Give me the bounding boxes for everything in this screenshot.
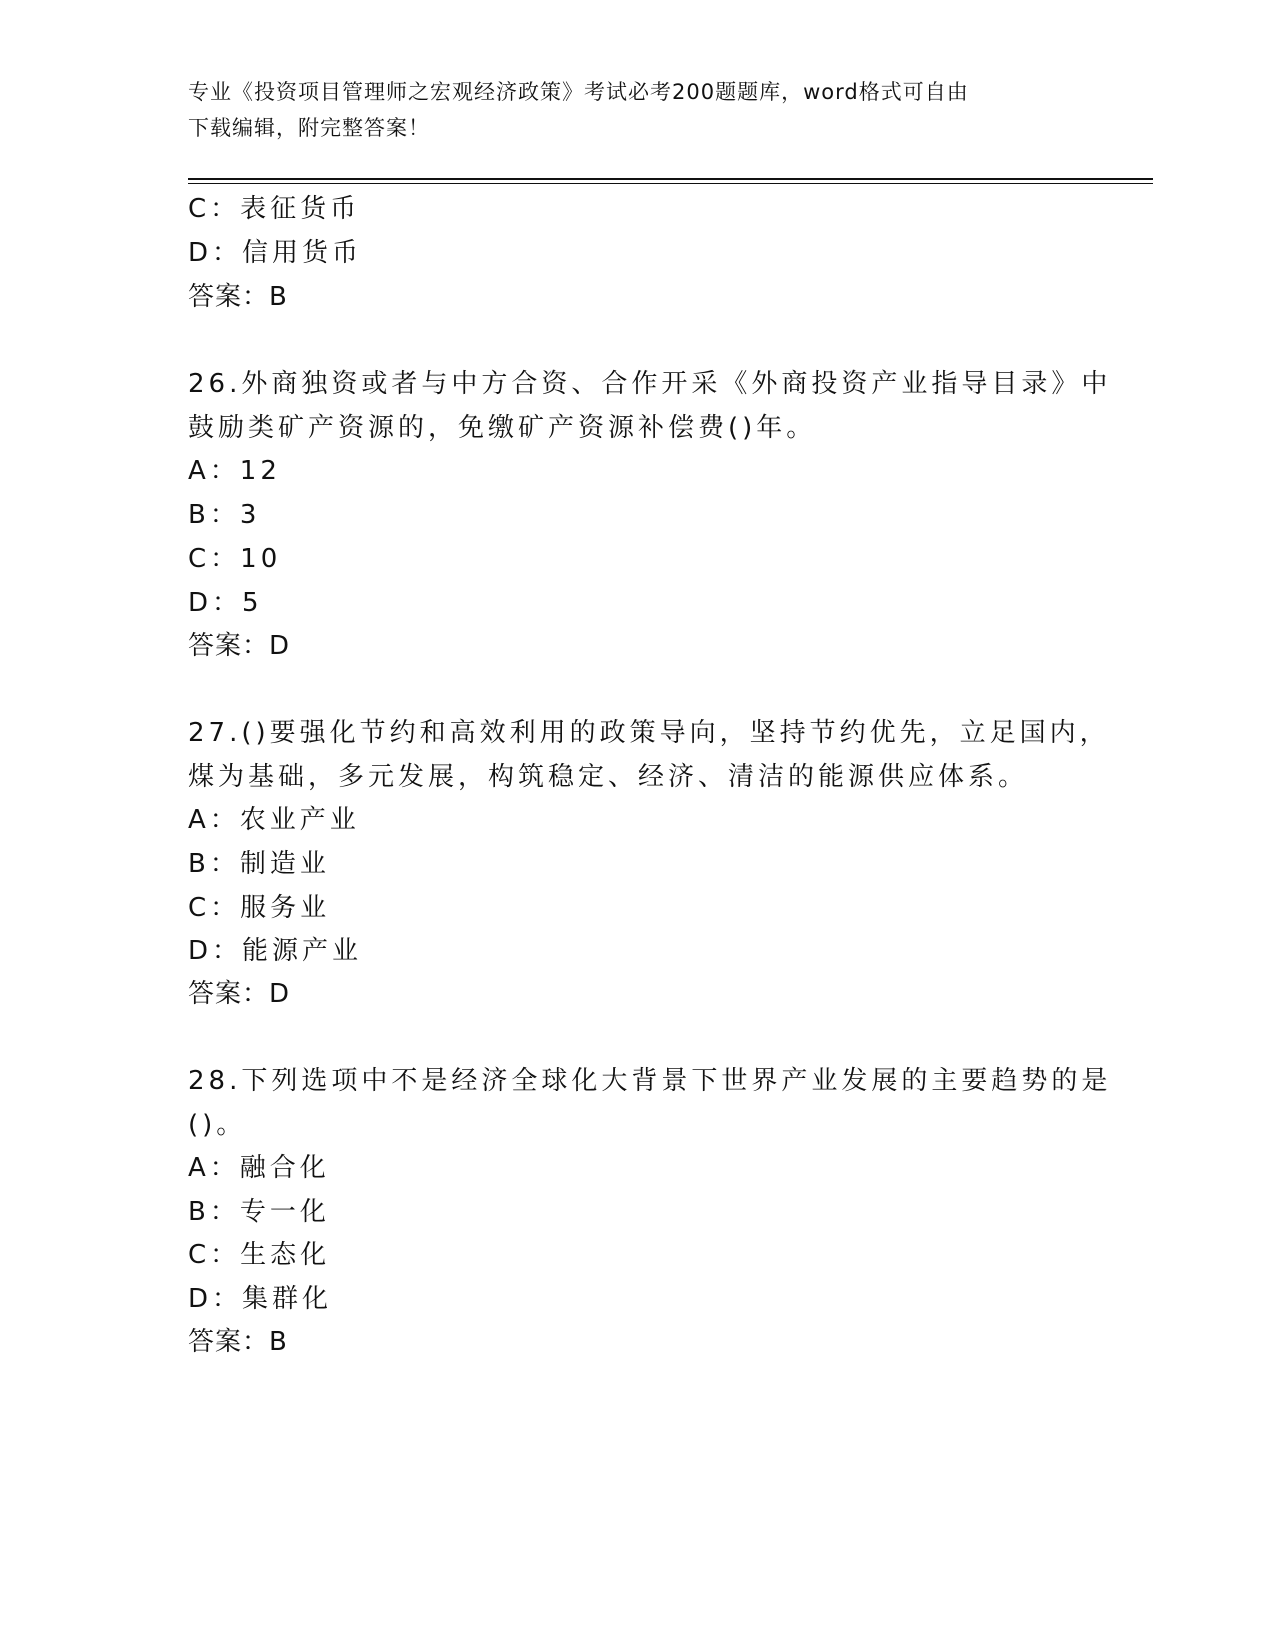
answer-line: 答案：B	[188, 1327, 288, 1357]
question-stem-line-1: 28.下列选项中不是经济全球化大背景下世界产业发展的主要趋势的是	[188, 1066, 1112, 1096]
option-key: A：	[188, 805, 240, 835]
option-text: 制造业	[239, 849, 330, 879]
option-key: B：	[188, 500, 240, 530]
header-line-2: 下载编辑，附完整答案！	[188, 116, 430, 140]
option-text: 信用货币	[242, 238, 363, 268]
option-text: 农业产业	[239, 805, 360, 835]
option-c	[188, 543, 281, 575]
document-header	[188, 74, 1088, 146]
option-text: 能源产业	[242, 936, 363, 966]
question-stem-line-2: 鼓励类矿产资源的，免缴矿产资源补偿费()年。	[188, 413, 817, 443]
option-c	[188, 892, 330, 924]
option-key: D：	[188, 1284, 243, 1314]
option-a	[188, 455, 281, 487]
option-key: D：	[188, 588, 243, 618]
option-text: 融合化	[239, 1153, 330, 1183]
header-line-1: 专业《投资项目管理师之宏观经济政策》考试必考200题题库，word格式可自由	[188, 80, 969, 104]
option-text: 集群化	[242, 1284, 333, 1314]
option-text: 12	[239, 456, 281, 486]
option-key: A：	[188, 1153, 240, 1183]
option-b	[188, 848, 330, 880]
option-key: B：	[188, 1197, 240, 1227]
answer-line: 答案：D	[188, 631, 291, 661]
question-stem-line-1: 26.外商独资或者与中方合资、合作开采《外商投资产业指导目录》中	[188, 369, 1112, 399]
option-key: A：	[188, 456, 240, 486]
question-stem-line-2: ()。	[188, 1110, 247, 1140]
option-text: 服务业	[240, 893, 331, 923]
option-text: 生态化	[240, 1240, 331, 1270]
header-rule-thin	[188, 183, 1153, 184]
option-text: 表征货币	[240, 194, 361, 224]
answer-line: 答案：D	[188, 979, 291, 1009]
option-c	[188, 193, 360, 225]
option-key: C：	[188, 1240, 241, 1270]
option-a	[188, 1152, 330, 1184]
option-key: C：	[188, 194, 241, 224]
option-text: 10	[240, 544, 282, 574]
option-a	[188, 804, 360, 836]
option-text: 3	[239, 500, 261, 530]
option-d	[188, 935, 362, 967]
option-d	[188, 1283, 332, 1315]
option-text: 5	[242, 588, 263, 618]
option-b	[188, 499, 260, 531]
option-d	[188, 237, 362, 269]
option-key: C：	[188, 893, 241, 923]
option-d	[188, 587, 263, 619]
option-key: D：	[188, 238, 243, 268]
option-text: 专一化	[239, 1197, 330, 1227]
question-stem-line-1: 27.()要强化节约和高效利用的政策导向，坚持节约优先，立足国内，	[188, 718, 1110, 748]
answer-line: 答案：B	[188, 282, 288, 312]
header-rule-thick	[188, 178, 1153, 180]
option-key: B：	[188, 849, 240, 879]
option-c	[188, 1239, 330, 1271]
option-b	[188, 1196, 330, 1228]
option-key: C：	[188, 544, 241, 574]
option-key: D：	[188, 936, 243, 966]
question-stem-line-2: 煤为基础，多元发展，构筑稳定、经济、清洁的能源供应体系。	[188, 762, 1029, 792]
